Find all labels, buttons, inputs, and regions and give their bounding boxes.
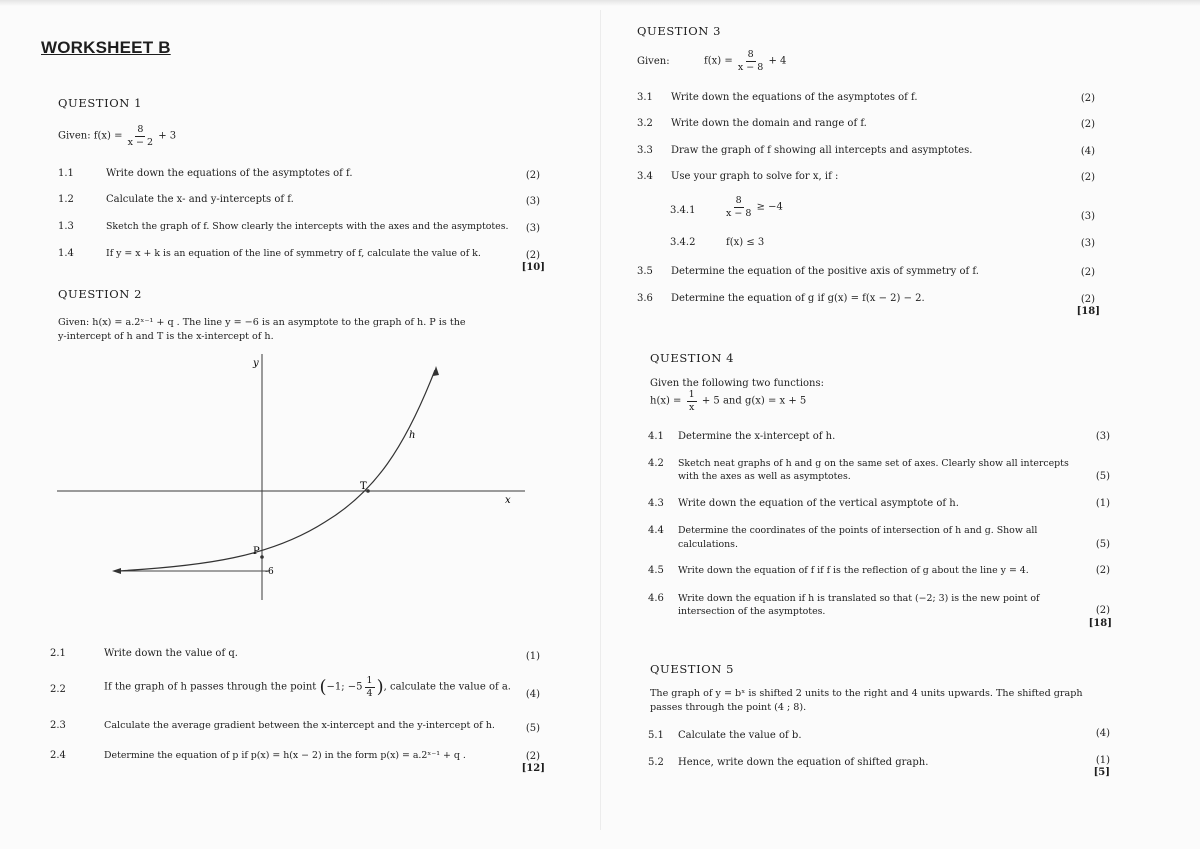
question-1-given: Given: f(x) = $\frac{8}{x - 2}$ + 3 — [58, 124, 177, 148]
item-text: Draw the graph of f showing all intercepts and asymptotes. — [671, 145, 973, 156]
marks: (1) — [525, 651, 540, 662]
item-number: 4.4 — [648, 525, 664, 536]
item-number: 4.1 — [648, 431, 664, 442]
item-text: Sketch the graph of f. Show clearly the intercepts with the axes and the asymptotes. — [106, 221, 509, 232]
item-number: 3.4 — [637, 171, 653, 182]
question-4-functions: h(x) = $\frac{1}{x}$ + 5 and g(x) = x + 5 — [650, 389, 807, 413]
item-text: Determine the equation of the positive axis of symmetry of f. — [671, 266, 979, 277]
item-text: Hence, write down the equation of shifted graph. — [678, 757, 929, 768]
item-number: 4.3 — [648, 498, 664, 509]
item-number: 5.2 — [648, 757, 664, 768]
curve-label: h — [409, 430, 416, 441]
item-text: Use your graph to solve for x, if : — [671, 171, 839, 182]
fraction: $\frac{1}{4}$ — [366, 675, 373, 699]
item-number: 4.5 — [648, 565, 664, 576]
item-number: 3.2 — [637, 118, 653, 129]
curve-arrow-icon — [433, 366, 439, 376]
marks: (2) — [1080, 93, 1095, 104]
item-number: 3.5 — [637, 266, 653, 277]
item-text: Write down the equations of the asymptotes of f. — [106, 168, 353, 179]
marks: (4) — [1095, 728, 1110, 739]
item-number: 3.6 — [637, 293, 653, 304]
asymptote-label: -6 — [265, 567, 274, 577]
question-2-heading: QUESTION 2 — [58, 287, 143, 301]
item-text-continued: intersection of the asymptotes. — [678, 606, 826, 617]
y-axis-label: y — [253, 358, 259, 369]
point-p — [260, 555, 264, 559]
item-text: Calculate the x- and y-intercepts of f. — [106, 194, 294, 205]
item-text: If the graph of h passes through the point (−1; −5 $\frac{1}{4}$ ), calculate the value of a. — [104, 675, 511, 699]
fraction: $\frac{8}{x - 8}$ — [737, 49, 764, 73]
item-text: Write down the equation of f if f is the reflection of g about the line y = 4. — [678, 565, 1029, 576]
sub-item-text: f(x) ≤ 3 — [726, 237, 765, 248]
marks: (2) — [1080, 267, 1095, 278]
item-number: 2.4 — [50, 750, 66, 761]
question-total: [12] — [521, 763, 545, 774]
question-total: [18] — [1088, 618, 1112, 629]
item-text: Write down the value of q. — [104, 648, 238, 659]
marks: (3) — [1080, 238, 1095, 249]
item-number: 1.4 — [58, 248, 74, 259]
question-3-given-label: Given: — [637, 56, 670, 67]
scan-edge — [0, 0, 1200, 6]
item-text: Write down the domain and range of f. — [671, 118, 867, 129]
question-5-heading: QUESTION 5 — [650, 662, 735, 676]
item-text: Write down the equation if h is translated so that (−2; 3) is the new point of — [678, 593, 1040, 604]
item-text-continued: with the axes as well as asymptotes. — [678, 471, 851, 482]
fraction: $\frac{8}{x - 2}$ — [127, 124, 154, 148]
item-number: 2.3 — [50, 720, 66, 731]
item-number: 3.1 — [637, 92, 653, 103]
marks: (2) — [1080, 294, 1095, 305]
sub-item-number: 3.4.1 — [670, 205, 696, 216]
curve-h — [117, 370, 435, 571]
item-text: Determine the coordinates of the points of intersection of h and g. Show all — [678, 525, 1038, 536]
marks: (4) — [1080, 146, 1095, 157]
item-number: 1.2 — [58, 194, 74, 205]
question-2-given-line1: Given: h(x) = a.2ˣ⁻¹ + q . The line y = −6 is an asymptote to the graph of h. P is the — [58, 317, 466, 328]
marks: (2) — [1095, 605, 1110, 616]
marks: (3) — [525, 223, 540, 234]
marks: (3) — [1080, 211, 1095, 222]
marks: (2) — [1080, 172, 1095, 183]
question-total: [10] — [521, 262, 545, 273]
item-number: 2.2 — [50, 684, 66, 695]
item-text: Determine the x-intercept of h. — [678, 431, 836, 442]
item-text: Sketch neat graphs of h and g on the same set of axes. Clearly show all intercepts — [678, 458, 1069, 469]
item-text: If y = x + k is an equation of the line of symmetry of f, calculate the value of k. — [106, 248, 481, 259]
question-total: [18] — [1076, 306, 1100, 317]
item-text: Calculate the average gradient between the x-intercept and the y-intercept of h. — [104, 720, 495, 731]
item-text: Determine the equation of p if p(x) = h(x − 2) in the form p(x) = a.2ˣ⁻¹ + q . — [104, 750, 466, 761]
question-5-intro-line2: passes through the point (4 ; 8). — [650, 702, 807, 713]
item-number: 3.3 — [637, 145, 653, 156]
page-divider — [600, 10, 601, 830]
marks: (3) — [1095, 431, 1110, 442]
fraction: $\frac{1}{x}$ — [688, 389, 695, 413]
marks: (1) — [1095, 498, 1110, 509]
marks: (2) — [525, 250, 540, 261]
sub-item-number: 3.4.2 — [670, 237, 696, 248]
question-4-heading: QUESTION 4 — [650, 351, 735, 365]
fraction: $\frac{8}{x - 8}$ — [726, 195, 752, 219]
question-total: [5] — [1093, 767, 1110, 778]
item-number: 1.1 — [58, 168, 74, 179]
item-number: 1.3 — [58, 221, 74, 232]
point-t — [366, 489, 370, 493]
item-text-continued: calculations. — [678, 539, 738, 550]
question-2-given-line2: y-intercept of h and T is the x-intercept of h. — [58, 331, 274, 342]
paren-icon: ( — [319, 676, 327, 698]
question-5-intro-line1: The graph of y = bˣ is shifted 2 units to the right and 4 units upwards. The shifted graph — [650, 688, 1083, 699]
marks: (2) — [525, 170, 540, 181]
marks: (1) — [1095, 755, 1110, 766]
marks: (2) — [525, 751, 540, 762]
item-text: Write down the equation of the vertical asymptote of h. — [678, 498, 959, 509]
paren-icon: ) — [376, 676, 384, 698]
item-number: 4.2 — [648, 458, 664, 469]
marks: (3) — [525, 196, 540, 207]
question-4-intro: Given the following two functions: — [650, 378, 824, 389]
marks: (5) — [1095, 471, 1110, 482]
exponential-graph — [55, 352, 535, 602]
worksheet-title: WORKSHEET B — [41, 38, 171, 57]
question-1-heading: QUESTION 1 — [58, 96, 143, 110]
marks: (2) — [1095, 565, 1110, 576]
item-text: Calculate the value of b. — [678, 730, 802, 741]
marks: (2) — [1080, 119, 1095, 130]
question-3-heading: QUESTION 3 — [637, 24, 722, 38]
item-number: 4.6 — [648, 593, 664, 604]
t-label: T — [360, 481, 367, 492]
p-label: P — [253, 546, 260, 557]
item-number: 5.1 — [648, 730, 664, 741]
item-text: Write down the equations of the asymptotes of f. — [671, 92, 918, 103]
question-3-given: f(x) = $\frac{8}{x - 8}$ + 4 — [704, 49, 787, 73]
item-text: Determine the equation of g if g(x) = f(x − 2) − 2. — [671, 293, 925, 304]
marks: (4) — [525, 689, 540, 700]
item-number: 2.1 — [50, 648, 66, 659]
sub-item-inequality: $\frac{8}{x - 8}$ ≥ −4 — [726, 195, 783, 219]
marks: (5) — [1095, 539, 1110, 550]
marks: (5) — [525, 723, 540, 734]
x-axis-label: x — [505, 495, 511, 506]
